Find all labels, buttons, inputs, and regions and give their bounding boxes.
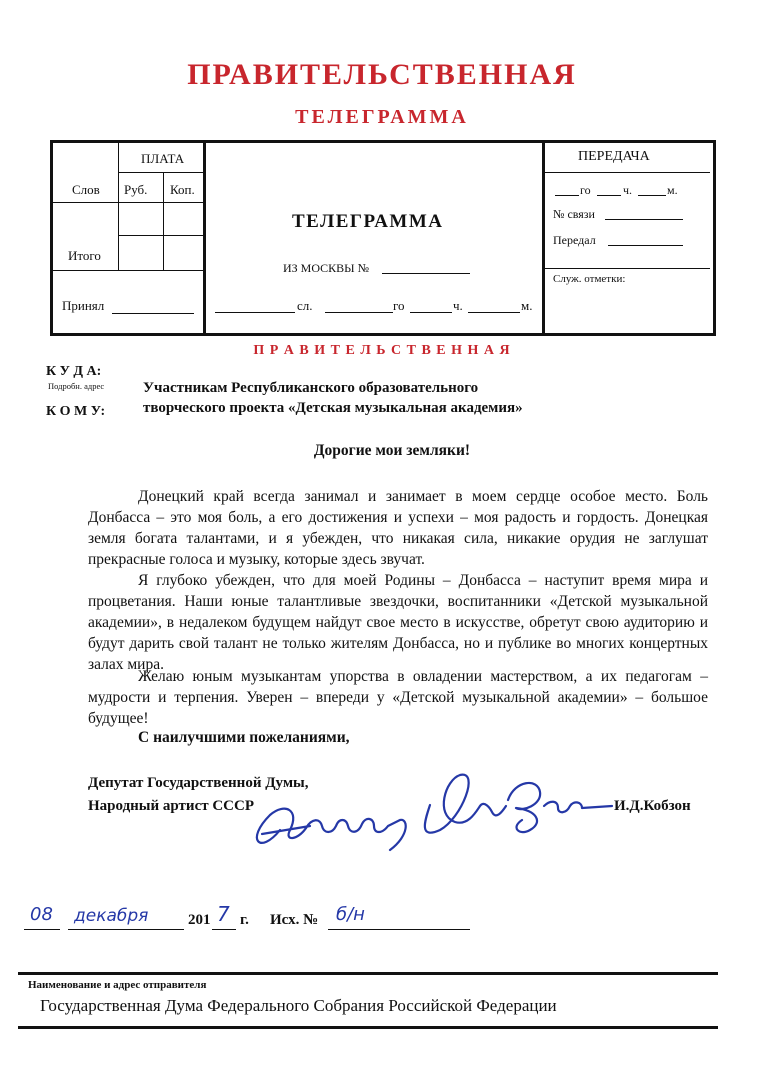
signer-name: И.Д.Кобзон <box>614 798 691 814</box>
grid-line <box>53 202 204 203</box>
peredal-line <box>608 245 683 246</box>
pr-go: го <box>580 183 591 197</box>
date-day: 08 <box>30 904 53 925</box>
sender-bottom-rule <box>18 1026 718 1029</box>
telegram-form <box>50 140 716 336</box>
body-paragraph-3: Желаю юным музыкантам упорства в овладении мастерством, а их педагогам – мудрости и терпения. Уверен – впереди у «Детской музыкальной академии» – большое будущее! <box>88 668 708 727</box>
date-month: декабря <box>74 906 149 926</box>
header-title: ПРАВИТЕЛЬСТВЕННАЯ <box>187 58 577 91</box>
kuda-label: К У Д А: <box>46 364 102 379</box>
spaced-title: П Р А В И Т Е Л Ь С Т В Е Н Н А Я <box>253 343 511 358</box>
kop-label: Коп. <box>170 182 195 197</box>
signer-title-1: Депутат Государственной Думы, <box>88 775 309 791</box>
peredal-label: Передал <box>553 233 596 247</box>
rub-label: Руб. <box>124 182 148 197</box>
grid-line <box>118 235 204 236</box>
pr-m: м. <box>667 183 678 197</box>
grid-line <box>53 270 204 271</box>
sl-label: сл. <box>297 298 313 313</box>
header-subtitle: ТЕЛЕГРАММА <box>295 106 469 128</box>
grid-line <box>545 172 710 173</box>
sluzh-label: Служ. отметки: <box>553 273 626 285</box>
date-month-line <box>68 929 184 930</box>
podrob-label: Подробн. адрес <box>48 381 105 391</box>
svyazi-label: № связи <box>553 207 595 221</box>
pr-line-2 <box>597 195 621 196</box>
itogo-label: Итого <box>68 248 101 263</box>
closing: С наилучшими пожеланиями, <box>138 729 350 746</box>
date-day-line <box>24 929 60 930</box>
go-label: го <box>393 298 405 313</box>
date-line-1 <box>215 312 295 313</box>
recipient-line-1: Участникам Республиканского образовательного <box>143 380 479 396</box>
grid-line <box>118 143 119 270</box>
body-paragraph-2: Я глубоко убежден, что для моей Родины – Донбасса – наступит время мира и процветания. Наши юные талантливые звездочки, воспитанники «Детской музыкальной академии», в недалеком будущем найдут свое место в искусстве, обретут свою аудиторию и будут дарить свой талант не только жителям Донбасса, но и публике во многих концертных залах мира. <box>88 572 708 673</box>
body-paragraph-1: Донецкий край всегда занимал и занимает в моем сердце особое место. Боль Донбасса – это моя боль, а его достижения и успехи – моя радость и гордость. Донецкая земля богата талантами, и я убежден, что никакая сила, никакие орудия не заглушат прекрасные голоса и музыку, которые здесь звучат. <box>88 488 708 568</box>
peredacha-label: ПЕРЕДАЧА <box>578 149 650 164</box>
prinyal-line <box>112 313 194 314</box>
ish-label: Исх. № <box>270 912 319 928</box>
slov-label: Слов <box>72 182 100 197</box>
center-title: ТЕЛЕГРАММА <box>292 211 444 232</box>
grid-line <box>545 268 710 269</box>
date-year-line <box>212 929 236 930</box>
prinyal-label: Принял <box>62 298 105 313</box>
plata-label: ПЛАТА <box>141 151 185 166</box>
iz-moskvy-line <box>382 273 470 274</box>
pr-ch: ч. <box>623 183 633 197</box>
sender-label: Наименование и адрес отправителя <box>28 979 207 991</box>
grid-line <box>163 172 164 270</box>
komu-label: К О М У: <box>46 404 106 419</box>
handwritten-signature <box>240 760 620 860</box>
svyazi-line <box>605 219 683 220</box>
sender-name: Государственная Дума Федерального Собрания Российской Федерации <box>40 996 557 1015</box>
ish-line <box>328 929 470 930</box>
pr-line-1 <box>555 195 579 196</box>
ch-label: ч. <box>453 298 463 313</box>
sender-top-rule <box>18 972 718 975</box>
date-year-suffix: 7 <box>217 902 230 926</box>
ish-number: б/н <box>336 904 365 925</box>
grid-line <box>118 172 204 173</box>
date-g: г. <box>240 912 249 928</box>
date-line-3 <box>410 312 452 313</box>
m-label: м. <box>521 298 533 313</box>
iz-moskvy-label: ИЗ МОСКВЫ № <box>283 261 370 275</box>
recipient-line-2: творческого проекта «Детская музыкальная академия» <box>143 400 523 416</box>
date-line-4 <box>468 312 520 313</box>
greeting: Дорогие мои земляки! <box>313 442 471 459</box>
pr-line-3 <box>638 195 666 196</box>
date-line-2 <box>325 312 393 313</box>
date-year-prefix: 201 <box>188 912 211 928</box>
signer-title-2: Народный артист СССР <box>88 798 255 814</box>
